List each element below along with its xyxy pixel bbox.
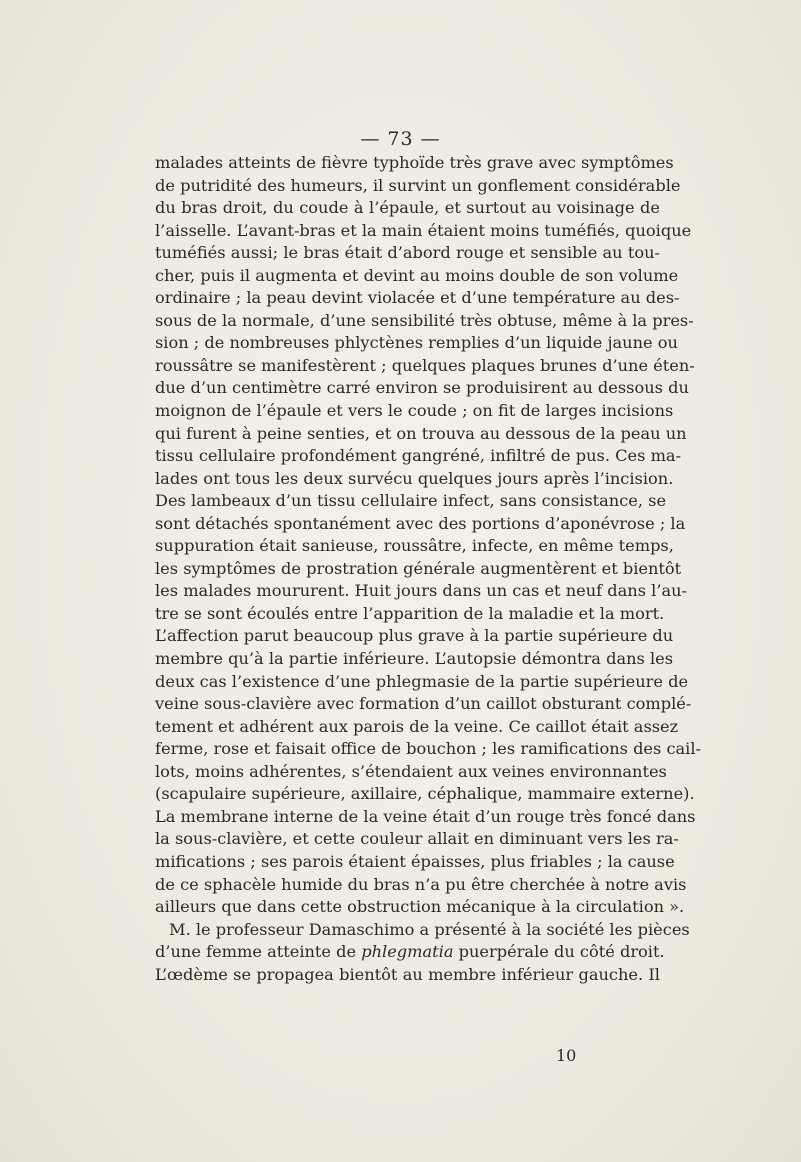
text-fragment: d’une femme atteinte de (155, 942, 362, 962)
italic-term: phlegmatia (361, 942, 454, 962)
text-line: sous de la normale, d’une sensibilité très obtuse, même à la pres- (155, 310, 694, 330)
text-line: ailleurs que dans cette obstruction mécanique à la circulation ». (155, 897, 685, 917)
text-line: tement et adhérent aux parois de la veine. Ce caillot était assez (155, 716, 679, 736)
paragraph-line: L’œdème se propagea bientôt au membre inférieur gauche. Il (155, 964, 660, 984)
text-line: deux cas l’existence d’une phlegmasie de la partie supérieure de (155, 671, 689, 691)
paragraph-line: M. le professeur Damaschimo a présenté à la société les pièces (169, 919, 690, 939)
text-line: veine sous-clavière avec formation d’un caillot obsturant complé- (155, 694, 692, 714)
text-line: moignon de l’épaule et vers le coude ; on fit de larges incisions (155, 401, 674, 421)
text-line: roussâtre se manifestèrent ; quelques plaques brunes d’une éten- (155, 355, 695, 375)
text-fragment: puerpérale du côté droit. (453, 942, 665, 962)
text-line: L’affection parut beaucoup plus grave à la partie supérieure du (155, 626, 674, 646)
page-number: — 73 — (360, 128, 441, 150)
text-line: tuméfiés aussi; le bras était d’abord rouge et sensible au tou- (155, 243, 660, 263)
text-line: La membrane interne de la veine était d’un rouge très foncé dans (155, 806, 696, 826)
text-line: la sous-clavière, et cette couleur allait en diminuant vers les ra- (155, 829, 679, 849)
text-line: due d’un centimètre carré environ se produisirent au dessous du (155, 378, 689, 398)
text-line: (scapulaire supérieure, axillaire, céphalique, mammaire externe). (155, 784, 695, 804)
signature-mark: 10 (556, 1046, 577, 1065)
text-line: cher, puis il augmenta et devint au moins double de son volume (155, 265, 679, 285)
text-line: l’aisselle. L’avant-bras et la main étaient moins tuméfiés, quoique (155, 220, 692, 240)
text-line: suppuration était sanieuse, roussâtre, infecte, en même temps, (155, 536, 674, 556)
text-line: Des lambeaux d’un tissu cellulaire infect, sans consistance, se (155, 491, 667, 511)
text-line: de putridité des humeurs, il survint un gonflement considérable (155, 175, 681, 195)
text-line: tissu cellulaire profondément gangréné, infiltré de pus. Ces ma- (155, 446, 682, 466)
text-line: sion ; de nombreuses phlyctènes remplies d’un liquide jaune ou (155, 333, 678, 353)
text-line: ordinaire ; la peau devint violacée et d’une température au des- (155, 288, 680, 308)
text-line: malades atteints de fièvre typhoïde très grave avec symptômes (155, 153, 674, 172)
text-line: sont détachés spontanément avec des portions d’aponévrose ; la (155, 513, 686, 533)
paragraph-line (155, 941, 665, 964)
text-line: les symptômes de prostration générale augmentèrent et bientôt (155, 558, 682, 578)
text-line: du bras droit, du coude à l’épaule, et surtout au voisinage de (155, 198, 660, 218)
text-line: lots, moins adhérentes, s’étendaient aux veines environnantes (155, 761, 667, 781)
text-line: membre qu’à la partie inférieure. L’autopsie démontra dans les (155, 649, 674, 669)
text-line: qui furent à peine senties, et on trouva au dessous de la peau un (155, 423, 687, 443)
text-line: mifications ; ses parois étaient épaisses, plus friables ; la cause (155, 851, 675, 871)
body-text (155, 152, 702, 986)
text-line: lades ont tous les deux survécu quelques jours après l’incision. (155, 468, 674, 488)
text-line: ferme, rose et faisait office de bouchon ; les ramifications des cail- (155, 739, 702, 759)
text-line: de ce sphacèle humide du bras n’a pu être cherchée à notre avis (155, 874, 687, 894)
text-line: les malades moururent. Huit jours dans un cas et neuf dans l’au- (155, 581, 688, 601)
text-line: tre se sont écoulés entre l’apparition de la maladie et la mort. (155, 603, 665, 623)
